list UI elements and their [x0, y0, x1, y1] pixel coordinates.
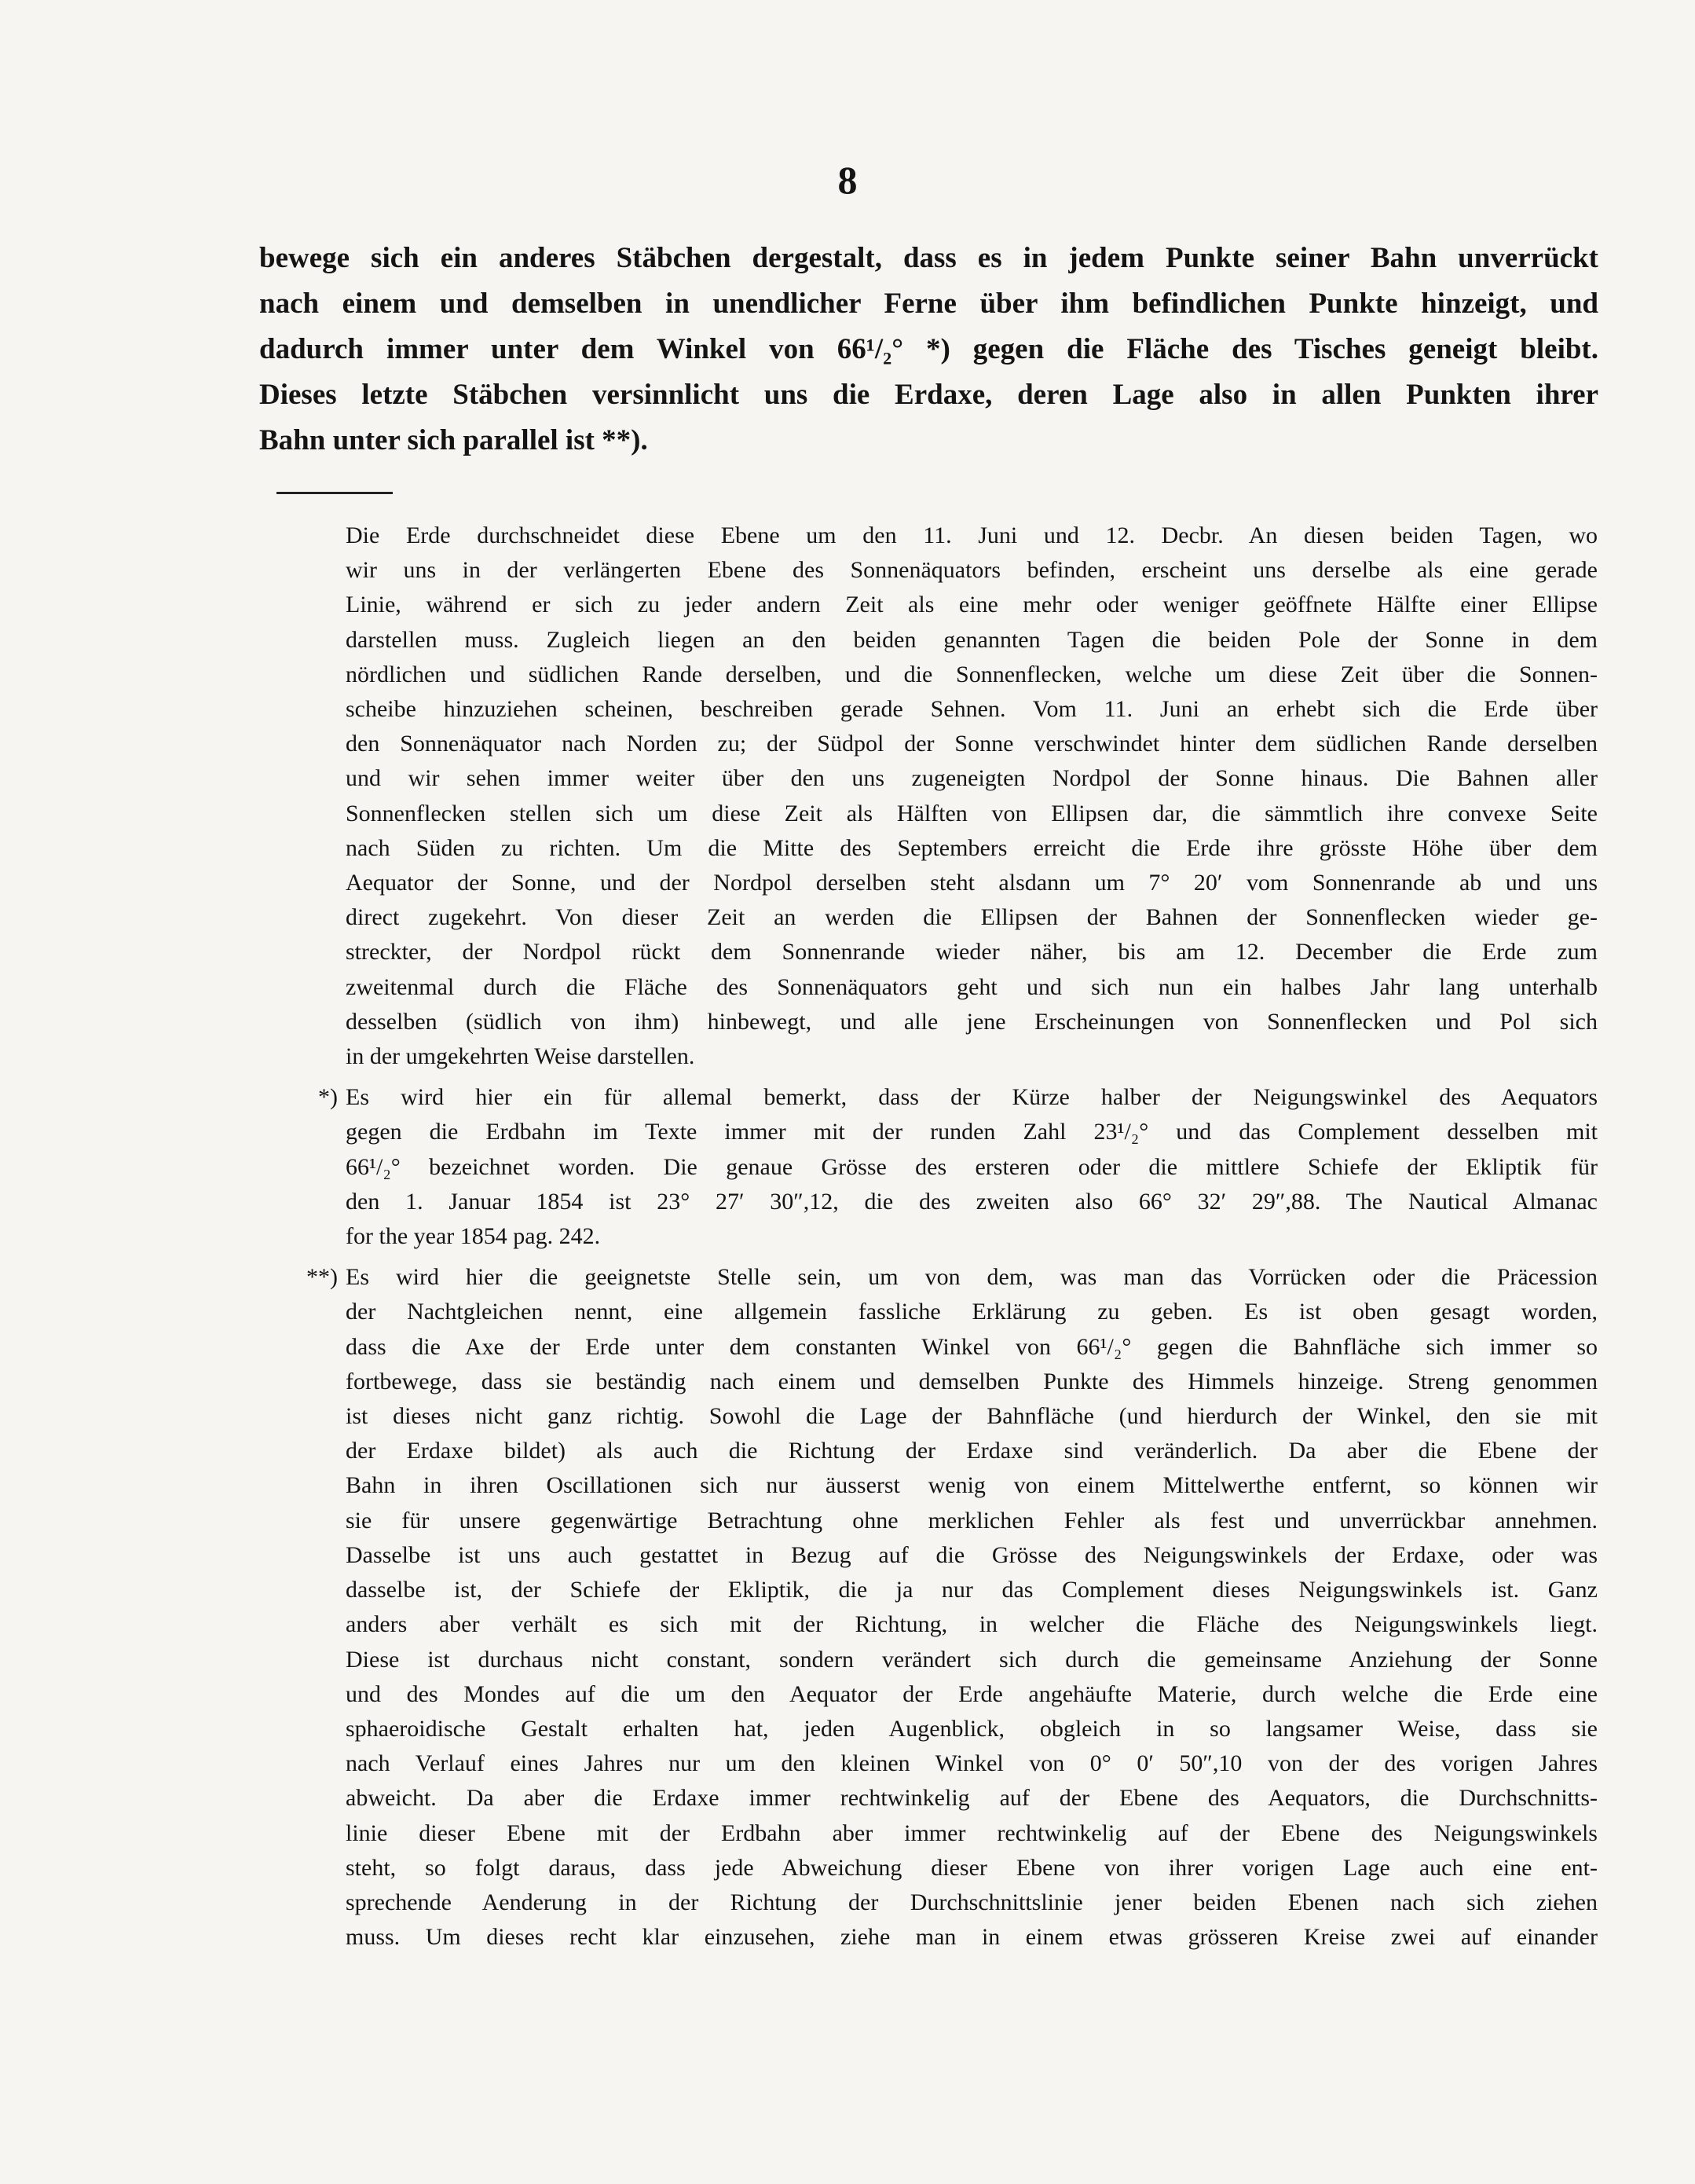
footnote-line: sie für unsere gegenwärtige Betrachtung ohne merklichen Fehler als fest und unverrückbar annehmen.: [346, 1507, 1598, 1534]
footnote-line: sprechende Aenderung in der Richtung der Durchschnittslinie jener beiden Ebenen nach sich ziehen: [346, 1889, 1598, 1915]
footnote-line: nach Süden zu richten. Um die Mitte des Septembers erreicht die Erde ihre grösste Höhe über dem: [346, 834, 1598, 861]
footnote-1: [318, 1080, 1598, 1254]
footnote-line: dass die Axe der Erde unter dem constanten Winkel von 66¹/₂° gegen die Bahnfläche sich immer so: [346, 1333, 1598, 1360]
footnote-line: Diese ist durchaus nicht constant, sondern verändert sich durch die gemeinsame Anziehung der Sonne: [346, 1646, 1598, 1673]
footnote-line: nördlichen und südlichen Rande derselben, und die Sonnenflecken, welche um diese Zeit über die Sonnen-: [346, 661, 1598, 687]
main-line: nach einem und demselben in unendlicher Ferne über ihm befindlichen Punkte hinzeigt, und: [259, 288, 1598, 320]
footnote-line: und des Mondes auf die um den Aequator der Erde angehäufte Materie, durch welche die Erde eine: [346, 1680, 1598, 1707]
main-line: Dieses letzte Stäbchen versinnlicht uns die Erdaxe, deren Lage also in allen Punkten ihrer: [259, 379, 1598, 411]
footnote-line: fortbewege, dass sie beständig nach einem und demselben Punkte des Himmels hinzeige. Streng genommen: [346, 1368, 1598, 1394]
footnote-line: wir uns in der verlängerten Ebene des Sonnenäquators befinden, erscheint uns derselbe als eine gerade: [346, 557, 1598, 584]
footnote-line: anders aber verhält es sich mit der Richtung, in welcher die Fläche des Neigungswinkels liegt.: [346, 1611, 1598, 1638]
footnote-line: Dasselbe ist uns auch gestattet in Bezug auf die Grösse des Neigungswinkels der Erdaxe, oder was: [346, 1541, 1598, 1568]
footnote-line: darstellen muss. Zugleich liegen an den beiden genannten Tagen die beiden Pole der Sonne in dem: [346, 626, 1598, 653]
footnote-line: direct zugekehrt. Von dieser Zeit an werden die Ellipsen der Bahnen der Sonnenflecken wieder ge-: [346, 904, 1598, 931]
footnote-line: Bahn in ihren Oscillationen sich nur äusserst wenig von einem Mittelwerthe entfernt, so können wir: [346, 1472, 1598, 1499]
footnote-marker: **): [306, 1264, 338, 1291]
footnote-line: Es wird hier die geeignetste Stelle sein, um von dem, was man das Vorrücken oder die Präcession: [346, 1264, 1598, 1291]
footnote-line: in der umgekehrten Weise darstellen.: [346, 1043, 695, 1070]
footnote-line: zweitenmal durch die Fläche des Sonnenäquators geht und sich nun ein halbes Jahr lang unterhalb: [346, 973, 1598, 1000]
footnote-line: abweicht. Da aber die Erdaxe immer rechtwinkelig auf der Ebene des Aequators, die Durchschnitts-: [346, 1785, 1598, 1812]
footnote-line: Linie, während er sich zu jeder andern Zeit als eine mehr oder weniger geöffnete Hälfte einer Ellipse: [346, 592, 1598, 618]
footnote-2: [306, 1260, 1598, 1955]
footnote-line: steht, so folgt daraus, dass jede Abweichung dieser Ebene von ihrer vorigen Lage auch eine ent-: [346, 1854, 1598, 1881]
footnote-line: muss. Um dieses recht klar einzusehen, ziehe man in einem etwas grösseren Kreise zwei auf einander: [346, 1924, 1598, 1951]
footnote-line: Sonnenflecken stellen sich um diese Zeit als Hälften von Ellipsen dar, die sämmtlich ihre convexe Seite: [346, 800, 1598, 826]
footnote-line: desselben (südlich von ihm) hinbewegt, und alle jene Erscheinungen von Sonnenflecken und Pol sich: [346, 1008, 1598, 1035]
footnote-line: sphaeroidische Gestalt erhalten hat, jeden Augenblick, obgleich in so langsamer Weise, dass sie: [346, 1715, 1598, 1742]
footnote-line: streckter, der Nordpol rückt dem Sonnenrande wieder näher, bis am 12. December die Erde zum: [346, 939, 1598, 966]
footnote-line: 66¹/₂° bezeichnet worden. Die genaue Grösse des ersteren oder die mittlere Schiefe der Ekliptik für: [346, 1153, 1598, 1180]
main-line: Bahn unter sich parallel ist **).: [259, 424, 648, 456]
footnote-line: und wir sehen immer weiter über den uns zugeneigten Nordpol der Sonne hinaus. Die Bahnen aller: [346, 765, 1598, 792]
main-line: bewege sich ein anderes Stäbchen dergestalt, dass es in jedem Punkte seiner Bahn unverrückt: [259, 242, 1598, 274]
footnote-line: linie dieser Ebene mit der Erdbahn aber immer rechtwinkelig auf der Ebene des Neigungswinkels: [346, 1819, 1598, 1846]
main-paragraph: [259, 236, 1598, 464]
footnote-line: scheibe hinzuziehen scheinen, beschreiben gerade Sehnen. Vom 11. Juni an erhebt sich die Erde über: [346, 696, 1598, 723]
footnote-line: den Sonnenäquator nach Norden zu; der Südpol der Sonne verschwindet hinter dem südlichen Rande derselben: [346, 731, 1598, 757]
footnote-line: den 1. Januar 1854 ist 23° 27′ 30″,12, die des zweiten also 66° 32′ 29″,88. The Nautical Almanac: [346, 1188, 1598, 1215]
footnote-line: Die Erde durchschneidet diese Ebene um den 11. Juni und 12. Decbr. An diesen beiden Tagen, wo: [346, 522, 1598, 548]
footnote-line: der Erdaxe bildet) als auch die Richtung der Erdaxe sind veränderlich. Da aber die Ebene der: [346, 1438, 1598, 1464]
footnote-line: gegen die Erdbahn im Texte immer mit der runden Zahl 23¹/₂° und das Complement desselben mit: [346, 1119, 1598, 1145]
page-number: 8: [837, 158, 858, 202]
footnote-marker: *): [318, 1084, 338, 1111]
footnote-line: nach Verlauf eines Jahres nur um den kleinen Winkel von 0° 0′ 50″,10 von der des vorigen Jahres: [346, 1750, 1598, 1777]
footnote-line: der Nachtgleichen nennt, eine allgemein fassliche Erklärung zu geben. Es ist oben gesagt worden,: [346, 1299, 1598, 1325]
footnote-separator: [276, 492, 393, 494]
footnote-line: dasselbe ist, der Schiefe der Ekliptik, die ja nur das Complement dieses Neigungswinkels ist. Ganz: [346, 1577, 1598, 1603]
footnote-line: Aequator der Sonne, und der Nordpol derselben steht alsdann um 7° 20′ vom Sonnenrande ab und uns: [346, 870, 1598, 896]
footnote-intro: [346, 519, 1598, 1074]
main-line: dadurch immer unter dem Winkel von 66¹/₂° *) gegen die Fläche des Tisches geneigt bleibt.: [259, 333, 1598, 365]
footnote-line: Es wird hier ein für allemal bemerkt, dass der Kürze halber der Neigungswinkel des Aequators: [346, 1084, 1598, 1111]
footnote-line: ist dieses nicht ganz richtig. Sowohl die Lage der Bahnfläche (und hierdurch der Winkel, den sie mit: [346, 1403, 1598, 1430]
footnotes: [306, 519, 1598, 1961]
footnote-line: for the year 1854 pag. 242.: [346, 1223, 601, 1250]
